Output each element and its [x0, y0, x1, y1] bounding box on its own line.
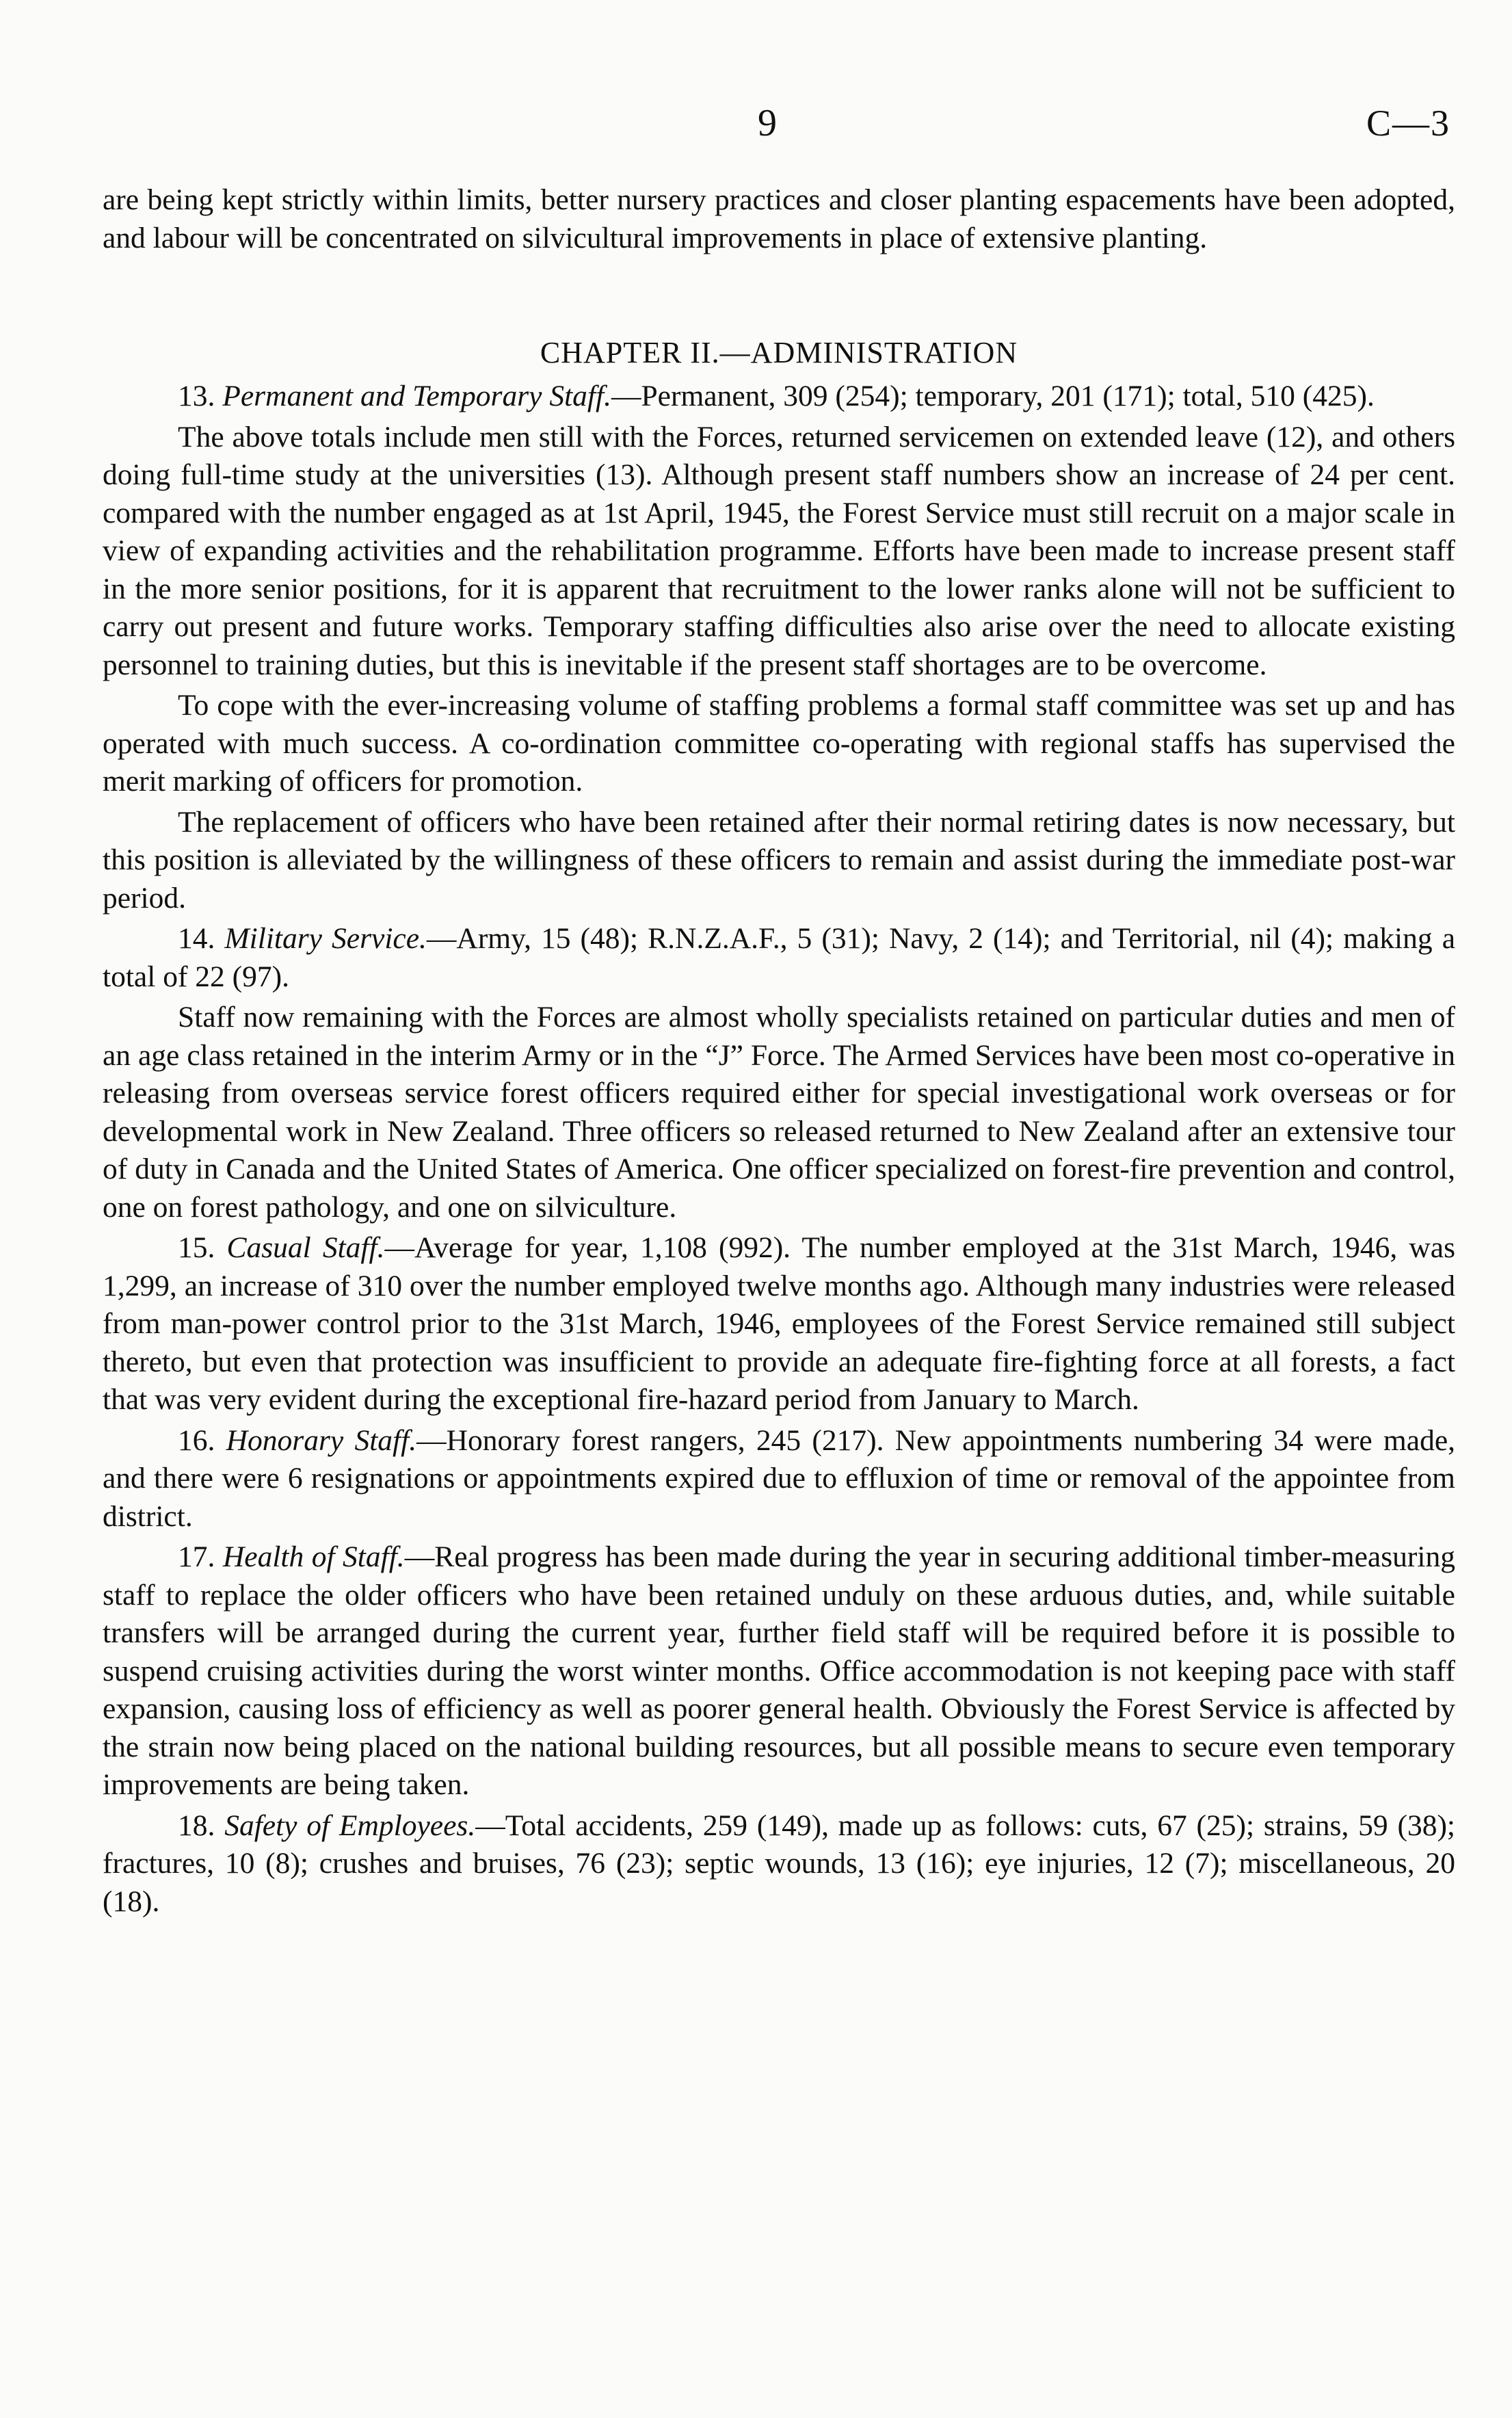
section-17-text: —Real progress has been made during the year in securing additional timber-measuring staff to replace the older officers who have been retained unduly on these arduous duties, and, while suitable transfers will be arranged during the current year, further field staff will be required before it is possible to suspend cruising activities during the worst winter months. Office accommodation is not keeping pace with staff expansion, causing loss of efficiency as well as poorer general health. Obviously the Forest Service is affected by the strain now being placed on the national building resources, but all possible means to secure even temporary improvements are being taken.: [103, 1540, 1455, 1801]
section-13-paragraph-3: To cope with the ever-increasing volume of staffing problems a formal staff committee was set up and has operated with much success. A co-ordination committee co-operating with regional staffs has supervised the merit marking of officers for promotion.: [103, 689, 1455, 798]
section-13-paragraph: [103, 378, 1455, 416]
section-17-heading: Health of Staff.: [222, 1540, 405, 1573]
section-18-number: 18.: [178, 1809, 215, 1842]
chapter-heading: CHAPTER II.—ADMINISTRATION: [540, 336, 1018, 369]
section-16-paragraph: [103, 1422, 1455, 1536]
page-header: [0, 96, 1512, 150]
section-18-paragraph: [103, 1807, 1455, 1921]
section-13-text: —Permanent, 309 (254); temporary, 201 (171); total, 510 (425).: [611, 380, 1375, 412]
section-14-paragraph-2: Staff now remaining with the Forces are almost wholly specialists retained on particular duties and men of an age class retained in the interim Army or in the “J” Force. The Armed Services have been most co-operative in releasing from overseas service forest officers required either for special investigational work overseas or for developmental work in New Zealand. Three officers so released returned to New Zealand after an extensive tour of duty in Canada and the United States of America. One officer specialized on forest-fire prevention and control, one on forest pathology, and one on silviculture.: [103, 1001, 1455, 1224]
section-18-text: —Total accidents, 259 (149), made up as follows: cuts, 67 (25); strains, 59 (38); fractures, 10 (8); crushes and bruises, 76 (23); septic wounds, 13 (16); eye injuries, 12 (7); miscellaneous, 20 (18).: [103, 1809, 1456, 1918]
section-14-text: —Army, 15 (48); R.N.Z.A.F., 5 (31); Navy, 2 (14); and Territorial, nil (4); making a total of 22 (97).: [103, 922, 1455, 993]
page-number: 9: [758, 102, 777, 144]
section-15-number: 15.: [178, 1231, 215, 1264]
section-14-paragraph: [103, 920, 1455, 996]
document-code: C—3: [1366, 103, 1450, 144]
section-15-heading: Casual Staff.: [226, 1231, 385, 1264]
section-17-paragraph: [103, 1538, 1455, 1804]
section-16-heading: Honorary Staff.: [226, 1423, 417, 1457]
section-13-paragraph-4: The replacement of officers who have been retained after their normal retiring dates is now necessary, but this position is alleviated by the willingness of these officers to remain and assist during the immediate post-war period.: [103, 805, 1455, 915]
section-17-number: 17.: [178, 1540, 215, 1573]
section-15-paragraph: [103, 1229, 1455, 1419]
section-13-number: 13.: [178, 380, 215, 412]
intro-paragraph: are being kept strictly within limits, better nursery practices and closer planting espacements have been adopted, and labour will be concentrated on silvicultural improvements in place of extensive planting.: [103, 183, 1455, 254]
page-body: [103, 181, 1455, 1923]
section-16-text: —Honorary forest rangers, 245 (217). New appointments numbering 34 were made, and there were 6 resignations or appointments expired due to effluxion of time or removal of the appointee from district.: [103, 1423, 1455, 1533]
section-18-heading: Safety of Employees.: [224, 1809, 476, 1842]
section-15-text: —Average for year, 1,108 (992). The number employed at the 31st March, 1946, was 1,299, an increase of 310 over the number employed twelve months ago. Although many industries were released from man-power control prior to the 31st March, 1946, employees of the Forest Service remained still subject thereto, but even that protection was insufficient to provide an adequate fire-fighting force at all forests, a fact that was very evident during the exceptional fire-hazard period from January to March.: [103, 1231, 1456, 1416]
section-16-number: 16.: [178, 1423, 215, 1457]
section-14-number: 14.: [178, 922, 215, 955]
section-13-heading: Permanent and Temporary Staff.: [222, 380, 611, 412]
section-14-heading: Military Service.: [224, 922, 427, 955]
section-13-paragraph-2: The above totals include men still with the Forces, returned servicemen on extended leave (12), and others doing full-time study at the universities (13). Although present staff numbers show an increase of 24 per cent. compared with the number engaged as at 1st April, 1945, the Forest Service must still recruit on a major scale in view of expanding activities and the rehabilitation programme. Efforts have been made to increase present staff in the more senior positions, for it is apparent that recruitment to the lower ranks alone will not be sufficient to carry out present and future works. Temporary staffing difficulties also arise over the need to allocate existing personnel to training duties, but this is inevitable if the present staff shortages are to be overcome.: [103, 420, 1455, 681]
